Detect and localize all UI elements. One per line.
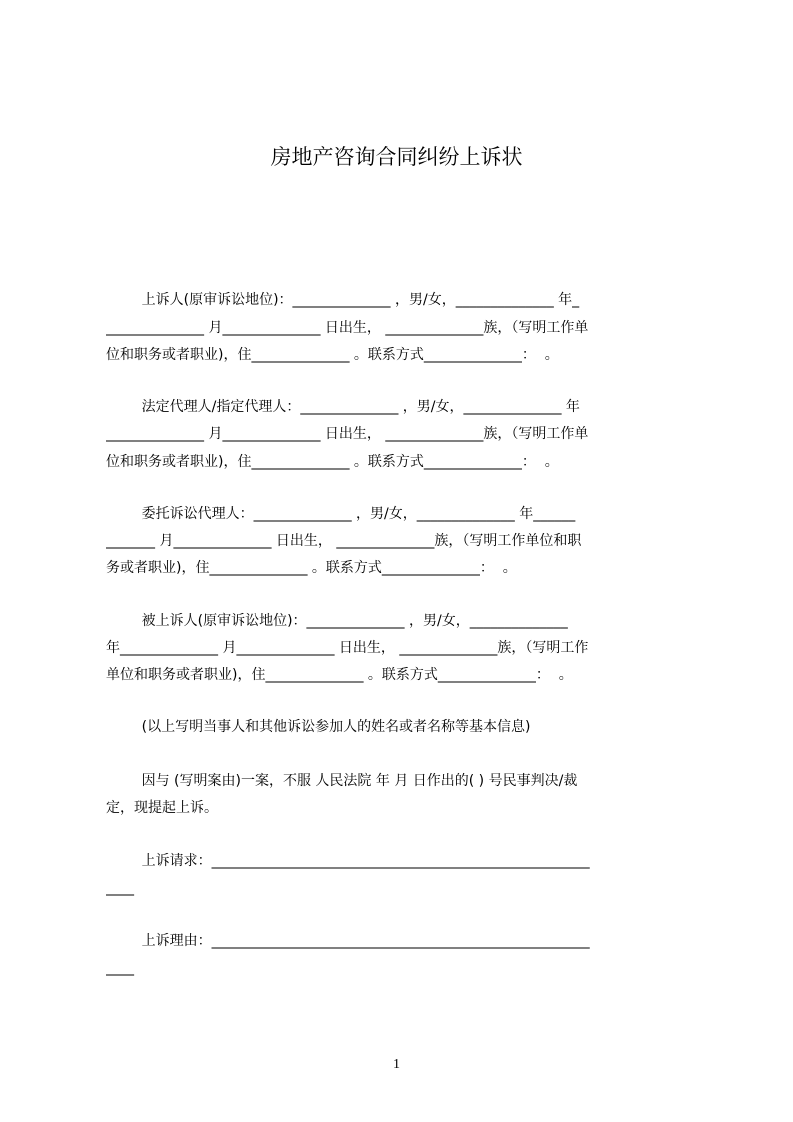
parties-note: (以上写明当事人和其他诉讼参加人的姓名或者名称等基本信息) [106, 719, 531, 735]
entrusted-agent-line-3: 务或者职业)，住______________ 。联系方式______________： 。 [106, 560, 517, 576]
document-title: 房地产咨询合同纠纷上诉状 [270, 145, 523, 169]
cause-line-2: 定，现提起上诉。 [106, 800, 218, 816]
request-line-1: 上诉请求：______________________________________________________ [106, 853, 590, 869]
legal-agent-line-1: 法定代理人/指定代理人：______________ ，男/女，______________ 年 [106, 399, 580, 415]
legal-agent-line-3: 位和职务或者职业)，住______________ 。联系方式______________： 。 [106, 454, 559, 470]
reason-line-1: 上诉理由：______________________________________________________ [106, 933, 590, 949]
appellee-line-1: 被上诉人(原审诉讼地位)：______________ ，男/女，______________ [106, 613, 568, 629]
appellant-line-3: 位和职务或者职业)，住______________ 。联系方式______________： 。 [106, 347, 559, 363]
request-line-2: ____ [106, 880, 134, 896]
entrusted-agent-line-1: 委托诉讼代理人：______________ ，男/女，______________ 年______ [106, 506, 576, 522]
appellant-line-2: ______________ 月______________ 日出生， ______________族，（写明工作单 [106, 320, 589, 336]
appellee-line-2: 年______________ 月______________ 日出生， ______________族，（写明工作 [106, 640, 589, 656]
cause-line-1: 因与 (写明案由)一案，不服 人民法院 年 月 日作出的( ) 号民事判决/裁 [106, 773, 578, 789]
page-number: 1 [393, 1057, 400, 1072]
legal-agent-line-2: ______________ 月______________ 日出生， ______________族，（写明工作单 [106, 426, 589, 442]
appellant-line-1: 上诉人(原审诉讼地位)：______________ ，男/女，______________ 年_ [106, 292, 580, 308]
appellee-line-3: 单位和职务或者职业)，住______________ 。联系方式______________： 。 [106, 667, 573, 683]
reason-line-2: ____ [106, 960, 134, 976]
entrusted-agent-line-2: _______ 月______________ 日出生， ______________族，（写明工作单位和职 [106, 533, 582, 549]
